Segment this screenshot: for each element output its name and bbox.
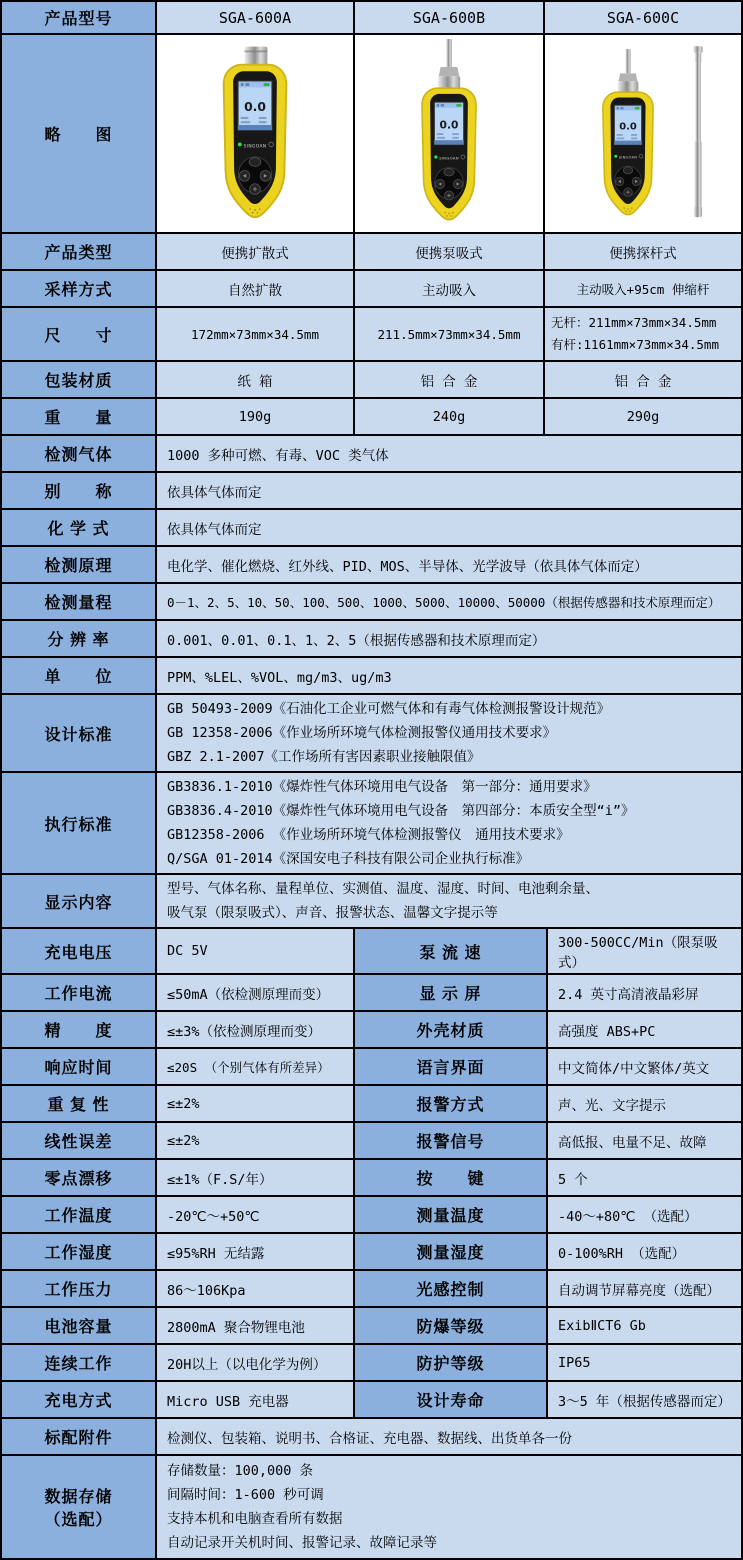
executive-standard-line: GB3836.4-2010《爆炸性气体环境用电气设备 第四部分：本质安全型“i”》 [167,803,635,819]
probe-cone [439,66,459,75]
charging-method-value: Micro USB 充电器 [157,1382,353,1417]
row-weight [2,399,741,434]
data-storage-label-line2: （选配） [44,1512,113,1529]
protection-grade-value: IP65 [548,1345,741,1380]
linearity-error-label: 线性误差 [2,1123,155,1158]
continuous-working-label: 连续工作 [2,1345,155,1380]
alarm-signal-value: 高低报、电量不足、故障 [548,1123,741,1158]
weight-label: 重 量 [2,399,155,434]
working-temperature-value: -20℃～+50℃ [157,1197,353,1232]
display-content-value [157,875,741,927]
protection-grade-label: 防护等级 [355,1345,546,1380]
alarm-mode-value: 声、光、文字提示 [548,1086,741,1121]
packaging-material-b: 铝 合 金 [355,362,543,397]
alarm-mode-label: 报警方式 [355,1086,546,1121]
detected-gas-value: 1000 多种可燃、有毒、VOC 类气体 [157,436,741,471]
light-control-label: 光感控制 [355,1271,546,1306]
zero-drift-label: 零点漂移 [2,1160,155,1195]
device-image-sga-600c [576,42,680,226]
detection-principle-value: 电化学、催化燃烧、红外线、PID、MOS、半导体、光学波导（依具体气体而定） [157,547,741,582]
executive-standard-line: Q/SGA 01-2014《深国安电子科技有限公司企业执行标准》 [167,851,530,867]
detection-principle-label: 检测原理 [2,547,155,582]
model-name-c: SGA-600C [545,2,741,33]
row-product-model [2,2,741,33]
dimensions-c-line2: 有杆:1161mm×73mm×34.5mm [551,337,719,352]
weight-a: 190g [157,399,353,434]
chemical-formula-label: 化 学 式 [2,510,155,545]
working-current-label: 工作电流 [2,975,155,1010]
row-product-type [2,234,741,269]
data-storage-line: 自动记录开关机时间、报警记录、故障记录等 [167,1535,437,1551]
measuring-temperature-label: 测量温度 [355,1197,546,1232]
row-charging-voltage-pump-flow [2,929,741,973]
row-executive-standard [2,773,741,873]
sketch-label: 略 图 [2,35,155,232]
detection-range-value: 0－1、2、5、10、50、100、500、1000、5000、10000、50000（根据传感器和技术原理而定） [157,584,741,619]
measuring-humidity-label: 测量湿度 [355,1234,546,1269]
sampling-method-a: 自然扩散 [157,271,353,306]
resolution-label: 分 辨 率 [2,621,155,656]
repeatability-value: ≤±2% [157,1086,353,1121]
response-time-label: 响应时间 [2,1049,155,1084]
sampling-method-label: 采样方式 [2,271,155,306]
row-sketch [2,35,741,232]
design-standard-label: 设计标准 [2,695,155,771]
packaging-material-label: 包装材质 [2,362,155,397]
product-type-a: 便携扩散式 [157,234,353,269]
measuring-temperature-value: -40～+80℃ （选配） [548,1197,741,1232]
row-data-storage [2,1456,741,1558]
detected-gas-label: 检测气体 [2,436,155,471]
alarm-signal-label: 报警信号 [355,1123,546,1158]
working-humidity-value: ≤95%RH 无结露 [157,1234,353,1269]
design-life-value: 3～5 年（根据传感器而定） [548,1382,741,1417]
row-alias [2,473,741,508]
design-standard-value [157,695,741,771]
working-pressure-label: 工作压力 [2,1271,155,1306]
sketch-cell-a [157,35,353,232]
row-standard-accessories [2,1419,741,1454]
working-current-value: ≤50mA（依检测原理而变） [157,975,353,1010]
design-standard-line: GB 12358-2006《作业场所环境气体检测报警仪通用技术要求》 [167,725,557,741]
data-storage-value [157,1456,741,1558]
screen-reading: 0.0 [244,99,266,114]
device-image-sga-600b [393,39,505,229]
row-zero-drift-keys [2,1160,741,1195]
row-response-time-language [2,1049,741,1084]
display-screen-label: 显 示 屏 [355,975,546,1010]
charging-voltage-label: 充电电压 [2,929,155,973]
display-content-line: 型号、气体名称、量程单位、实测值、温度、湿度、时间、电池剩余量、 [167,881,599,897]
model-name-b: SGA-600B [355,2,543,33]
row-accuracy-shell-material [2,1012,741,1047]
device-image-sga-600a [196,39,314,229]
row-design-standard [2,695,741,771]
resolution-value: 0.001、0.01、0.1、1、2、5（根据传感器和技术原理而定） [157,621,741,656]
pump-probe [446,39,452,67]
charging-voltage-value: DC 5V [157,929,353,973]
alias-value: 依具体气体而定 [157,473,741,508]
sensor-collar [618,81,639,91]
row-detection-principle [2,547,741,582]
unit-label: 单 位 [2,658,155,693]
executive-standard-value [157,773,741,873]
accuracy-value: ≤±3%（依检测原理而变） [157,1012,353,1047]
sampling-method-b: 主动吸入 [355,271,543,306]
working-temperature-label: 工作温度 [2,1197,155,1232]
pump-flow-label: 泵 流 速 [355,929,546,973]
packaging-material-a: 纸 箱 [157,362,353,397]
dimensions-label: 尺 寸 [2,308,155,360]
keys-value: 5 个 [548,1160,741,1195]
language-interface-label: 语言界面 [355,1049,546,1084]
shell-material-value: 高强度 ABS+PC [548,1012,741,1047]
battery-capacity-value: 2800mA 聚合物锂电池 [157,1308,353,1343]
product-type-c: 便携探杆式 [545,234,741,269]
product-model-label: 产品型号 [2,2,155,33]
row-packaging-material [2,362,741,397]
design-life-label: 设计寿命 [355,1382,546,1417]
row-repeatability-alarm-mode [2,1086,741,1121]
chemical-formula-value: 依具体气体而定 [157,510,741,545]
keys-label: 按 键 [355,1160,546,1195]
sketch-cell-c [545,35,741,232]
product-type-label: 产品类型 [2,234,155,269]
data-storage-label [2,1456,155,1558]
row-dimensions [2,308,741,360]
alias-label: 别 称 [2,473,155,508]
repeatability-label: 重 复 性 [2,1086,155,1121]
shell-material-label: 外壳材质 [355,1012,546,1047]
row-detection-range [2,584,741,619]
row-resolution [2,621,741,656]
dimensions-c-line1: 无杆：211mm×73mm×34.5mm [551,315,717,330]
language-interface-value: 中文简体/中文繁体/英文 [548,1049,741,1084]
probe-cone [618,73,637,81]
row-working-pressure-light-control [2,1271,741,1306]
row-unit [2,658,741,693]
continuous-working-value: 20H以上（以电化学为例） [157,1345,353,1380]
weight-b: 240g [355,399,543,434]
data-storage-label-line1: 数据存储 [44,1489,113,1506]
model-name-a: SGA-600A [157,2,353,33]
dimensions-b: 211.5mm×73mm×34.5mm [355,308,543,360]
unit-value: PPM、%LEL、%VOL、mg/m3、ug/m3 [157,658,741,693]
row-detected-gas [2,436,741,471]
display-content-line: 吸气泵（限泵吸式）、声音、报警状态、温馨文字提示等 [167,905,498,921]
response-time-value: ≤20S （个别气体有所差异） [157,1049,353,1084]
brand-text: SINGOAN [243,143,267,149]
dimensions-c [545,308,741,360]
row-working-temp-measuring-temp [2,1197,741,1232]
row-chemical-formula [2,510,741,545]
zero-drift-value: ≤±1%（F.S/年） [157,1160,353,1195]
display-screen-value: 2.4 英寸高清液晶彩屏 [548,975,741,1010]
telescopic-rod [686,42,710,226]
measuring-humidity-value: 0-100%RH （选配） [548,1234,741,1269]
detection-range-label: 检测量程 [2,584,155,619]
sketch-cell-b [355,35,543,232]
linearity-error-value: ≤±2% [157,1123,353,1158]
packaging-material-c: 铝 合 金 [545,362,741,397]
row-working-humidity-measuring-humidity [2,1234,741,1269]
explosion-proof-grade-label: 防爆等级 [355,1308,546,1343]
row-linearity-error-alarm-signal [2,1123,741,1158]
executive-standard-line: GB3836.1-2010《爆炸性气体环境用电气设备 第一部分：通用要求》 [167,779,597,795]
row-sampling-method [2,271,741,306]
charging-method-label: 充电方式 [2,1382,155,1417]
led-indicator [238,142,242,146]
row-charging-method-design-life [2,1382,741,1417]
sampling-method-c: 主动吸入+95cm 伸缩杆 [545,271,741,306]
data-storage-line: 间隔时间：1-600 秒可调 [167,1487,324,1503]
dimensions-a: 172mm×73mm×34.5mm [157,308,353,360]
data-storage-line: 支持本机和电脑查看所有数据 [167,1511,343,1527]
explosion-proof-grade-value: ExibⅡCT6 Gb [548,1308,741,1343]
working-humidity-label: 工作湿度 [2,1234,155,1269]
accuracy-label: 精 度 [2,1012,155,1047]
sensor-collar [438,76,460,88]
row-continuous-working-protection-grade [2,1345,741,1380]
row-working-current-display-screen [2,975,741,1010]
pump-flow-value: 300-500CC/Min（限泵吸式） [548,929,741,973]
light-control-value: 自动调节屏幕亮度（选配） [548,1271,741,1306]
design-standard-line: GBZ 2.1-2007《工作场所有害因素职业接触限值》 [167,749,481,765]
probe-tube [625,49,630,73]
device-body [224,64,287,216]
display-content-label: 显示内容 [2,875,155,927]
executive-standard-line: GB12358-2006 《作业场所环境气体检测报警仪 通用技术要求》 [167,827,570,843]
battery-capacity-label: 电池容量 [2,1308,155,1343]
standard-accessories-label: 标配附件 [2,1419,155,1454]
row-display-content [2,875,741,927]
data-storage-line: 存储数量：100,000 条 [167,1463,314,1479]
product-type-b: 便携泵吸式 [355,234,543,269]
working-pressure-value: 86～106Kpa [157,1271,353,1306]
executive-standard-label: 执行标准 [2,773,155,873]
standard-accessories-value: 检测仪、包装箱、说明书、合格证、充电器、数据线、出货单各一份 [157,1419,741,1454]
weight-c: 290g [545,399,741,434]
row-battery-capacity-explosion-proof [2,1308,741,1343]
design-standard-line: GB 50493-2009《石油化工企业可燃气体和有毒气体检测报警设计规范》 [167,701,611,717]
